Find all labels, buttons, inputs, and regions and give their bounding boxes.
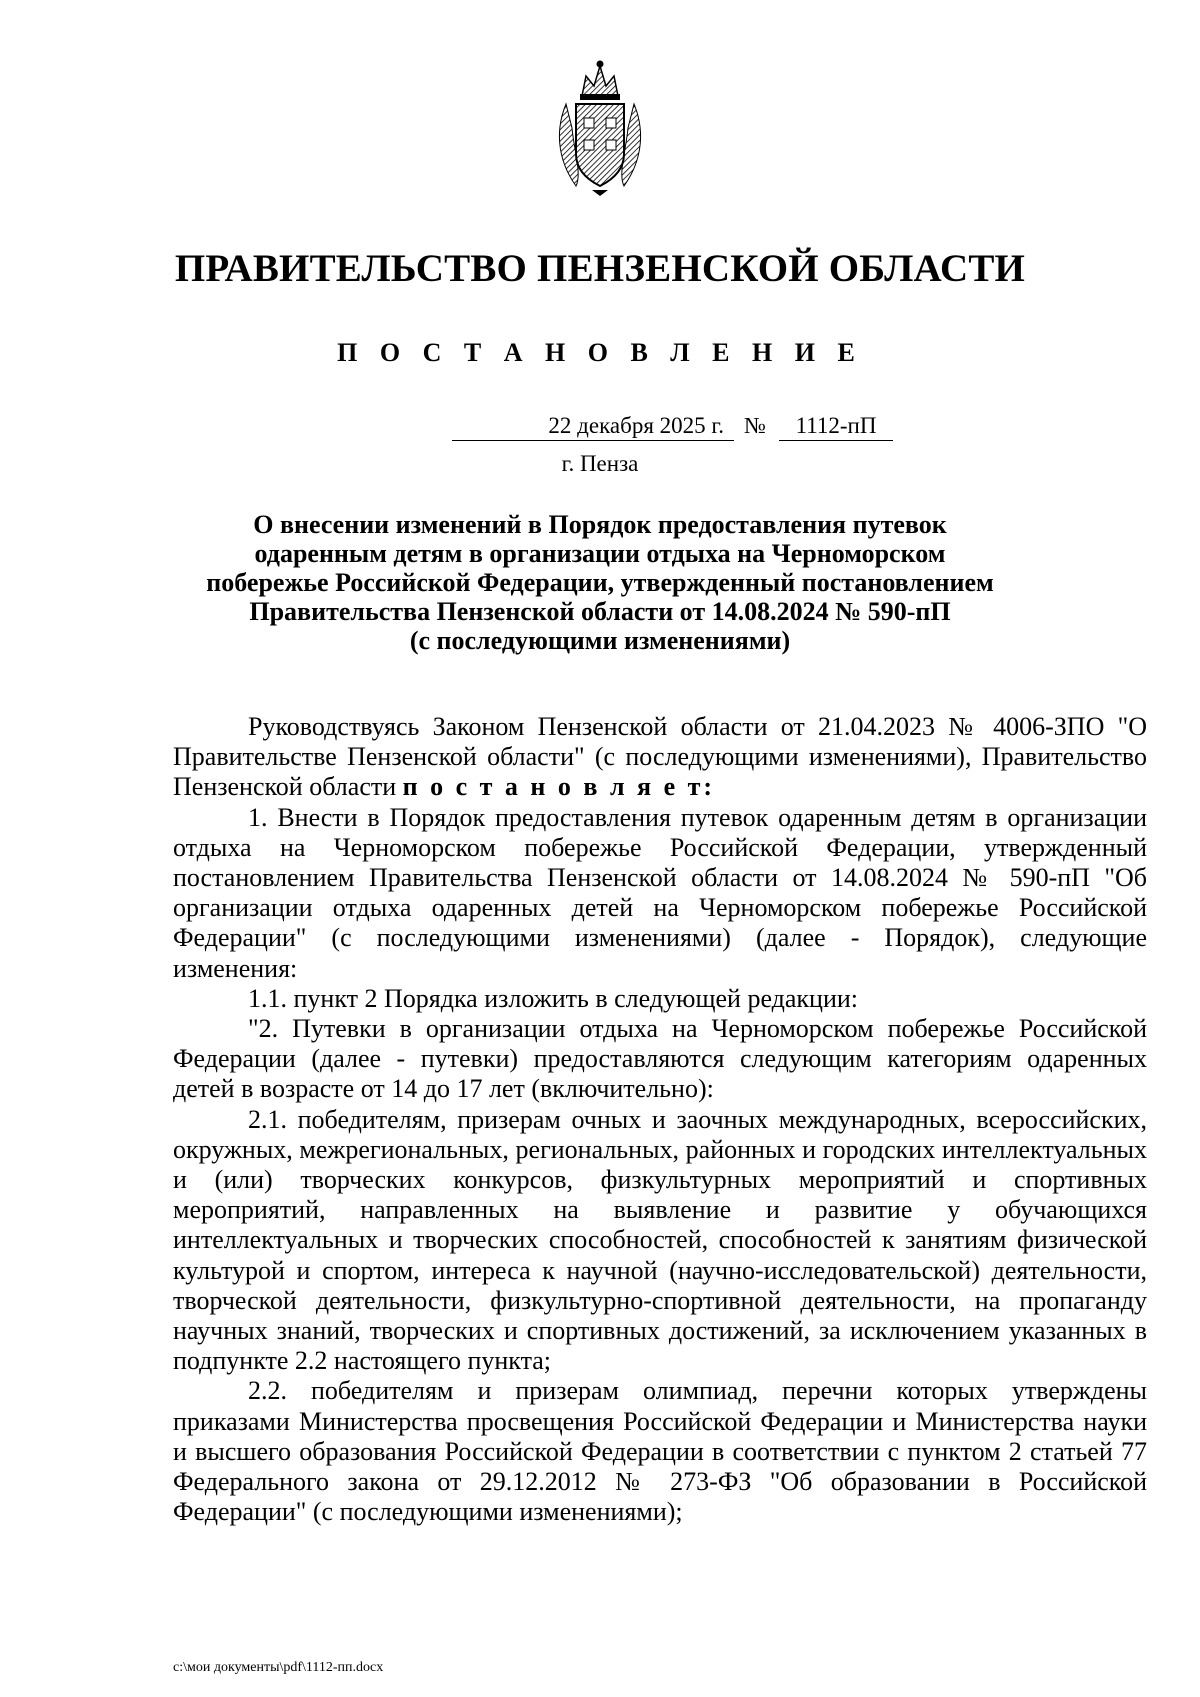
title-line: Правительства Пензенской области от 14.08.2024 № 590-пП bbox=[249, 597, 951, 626]
document-type: П О С Т А Н О В Л Е Н И Е bbox=[337, 338, 863, 367]
title-line: одаренным детям в организации отдыха на Черноморском bbox=[254, 539, 946, 568]
file-path-footer: c:\мои документы\pdf\1112-пп.docx bbox=[173, 1660, 384, 1675]
decree-word: п о с т а н о в л я е т: bbox=[402, 772, 716, 802]
paragraph-2: "2. Путевки в организации отдыха на Черноморском побережье Российской Федерации (далее - путевки) предоставляются следующим категориям одаренных детей в возрасте от 14 до 17 лет (включительно): bbox=[173, 1014, 1147, 1104]
paragraph-1-1: 1.1. пункт 2 Порядка изложить в следующей редакции: bbox=[248, 983, 859, 1013]
document-number: 1112-пП bbox=[779, 412, 893, 441]
document-date: 22 декабря 2025 г. bbox=[452, 412, 734, 441]
coat-of-arms-icon bbox=[552, 58, 648, 198]
document-title bbox=[160, 510, 1040, 655]
title-line: (с последующими изменениями) bbox=[409, 626, 791, 655]
paragraph-1: 1. Внести в Порядок предоставления путевок одаренным детям в организации отдыха на Черноморском побережье Российской Федерации, утвержденный постановлением Правительства Пензенской области от 14.08.2024 № 590-пП "Об организации отдыха одаренных детей на Черноморском побережье Российской Федерации" (с последующими изменениями) (далее - Порядок), следующие изменения: bbox=[173, 802, 1147, 983]
paragraph-preamble bbox=[173, 712, 1147, 803]
number-sign: № bbox=[744, 413, 766, 438]
city: г. Пенза bbox=[561, 451, 639, 476]
preamble-text: Руководствуясь Законом Пензенской области от 21.04.2023 № 4006-ЗПО "О Правительстве Пензенской области" (с последующими изменениями), Правительство Пензенской области bbox=[173, 712, 1147, 802]
title-line: побережье Российской Федерации, утвержденный постановлением bbox=[206, 568, 994, 597]
document-body bbox=[173, 712, 1147, 1527]
title-line: О внесении изменений в Порядок предоставления путевок bbox=[253, 510, 947, 539]
organization-name: ПРАВИТЕЛЬСТВО ПЕНЗЕНСКОЙ ОБЛАСТИ bbox=[174, 247, 1026, 290]
paragraph-2-2: 2.2. победителям и призерам олимпиад, перечни которых утверждены приказами Министерства просвещения Российской Федерации и Министерства науки и высшего образования Российской Федерации в соответствии с пунктом 2 статьей 77 Федерального закона от 29.12.2012 № 273-ФЗ "Об образовании в Российской Федерации" (с последующими изменениями); bbox=[173, 1376, 1147, 1527]
paragraph-2-1: 2.1. победителям, призерам очных и заочных международных, всероссийских, окружных, межрегиональных, региональных, районных и городских интеллектуальных и (или) творческих конкурсов, физкультурных мероприятий и спортивных мероприятий, направленных на выявление и развитие у обучающихся интеллектуальных и творческих способностей, способностей к занятиям физической культурой и спортом, интереса к научной (научно-исследовательской) деятельности, творческой деятельности, физкультурно-спортивной деятельности, на пропаганду научных знаний, творческих и спортивных достижений, за исключением указанных в подпункте 2.2 настоящего пункта; bbox=[173, 1104, 1147, 1376]
